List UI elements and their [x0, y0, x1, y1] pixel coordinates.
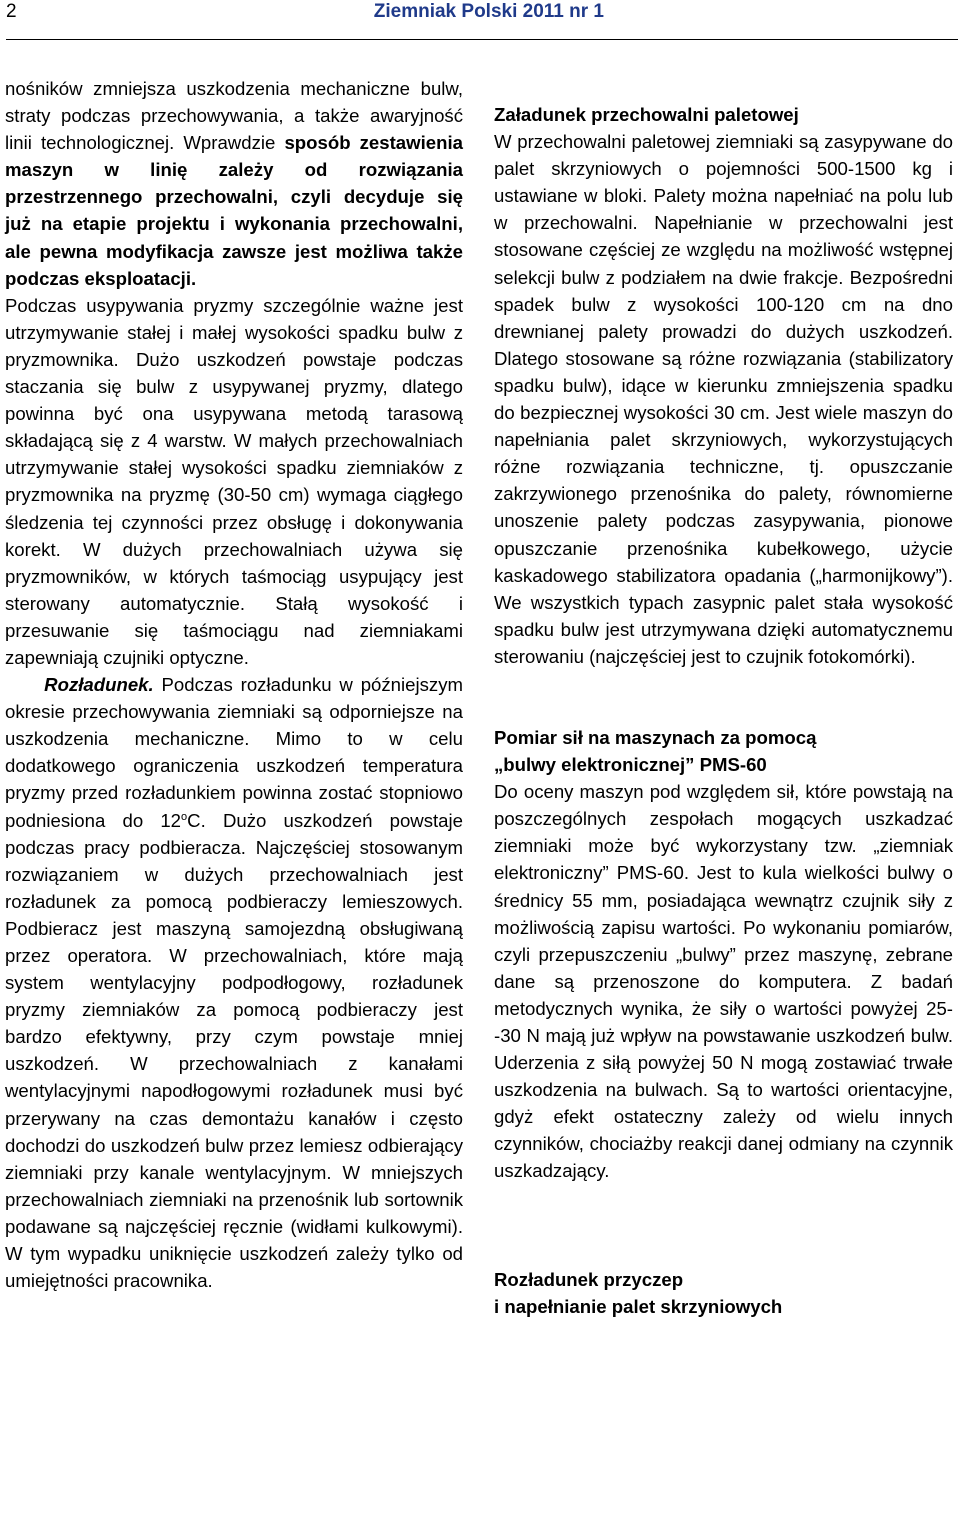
right-column	[494, 101, 953, 1320]
rozladunek-text-a: Podczas rozładunku w późniejszym okresie przechowywania ziemniaki są odporniejsze na uszkodzenia mechaniczne. Mimo to w celu dodatkowego ograniczenia uszkodzeń temperatura pryzmy przed rozładunkiem powinna zostać stopniowo podniesiona do 12	[5, 674, 463, 831]
journal-title: Ziemniak Polski 2011 nr 1	[373, 1, 604, 22]
page-number: 2	[6, 1, 17, 22]
heading-paletowa: Załadunek przechowalni paletowej	[494, 104, 799, 125]
intro-text: nośników zmniejsza uszkodzenia mechaniczne bulw, straty podczas przechowywania, a także awaryjność linii technologicznej. Wprawdzie	[5, 78, 463, 154]
heading-przyczep-line2: i napełnianie palet skrzyniowych	[494, 1295, 783, 1317]
heading-przyczep-line1: Rozładunek przyczep	[494, 1268, 684, 1290]
pms-paragraph: Do oceny maszyn pod względem sił, które powstają na poszczególnych zespołach mogących uszkadzać ziemniaki może być wykorzystany tzw. „ziemniak elektroniczny” PMS-60. Jest to kula wielkości bulwy o średnicy 55 mm, posiadająca wewnątrz czujnik siły z możliwością zapisu wartości. Po wykonaniu pomiarów, czyli przepuszczeniu „bulwy” przez maszynę, zebrane dane są przenoszone do komputera. Z badań metodycznych wynika, że siły o wartości powyżej 25--30 N mają już wpływ na powstawanie uszkodzeń bulw. Uderzenia z siłą powyżej 50 N mogą zostawiać trwałe uszkodzenia na bulwach. Są to wartości orientacyjne, gdyż efekt ostateczny zależy od wielu innych czynników, chociażby reakcji danej odmiany na czynnik uszkadzający.	[494, 781, 953, 1182]
running-header	[0, 0, 960, 40]
pryzma-paragraph: Podczas usypywania pryzmy szczególnie ważne jest utrzymywanie stałej i małej wysokości spadku bulw z pryzmownika. Dużo uszkodzeń powstaje podczas staczania się bulw z usypywanej pryzmy, dlatego powinna być ona usypywana metodą tarasową składającą się z 4 warstw. W małych przechowalniach utrzymywanie stałej wysokości spadku ziemniaków z pryzmownika na pryzmę (30-50 cm) wymaga ciągłego śledzenia tej czynności przez obsługę i dokonywania korekt. W dużych przechowalniach używa się pryzmowników, w których taśmociąg usypujący jest sterowany automatycznie. Stałą wysokość i przesuwanie się taśmociągu nad ziemniakami zapewniają czujniki optyczne.	[5, 294, 463, 668]
rozladunek-paragraph	[5, 671, 463, 1294]
section-spacer	[494, 670, 953, 724]
section-spacer	[494, 1185, 953, 1266]
rozladunek-label: Rozładunek.	[44, 674, 154, 696]
heading-pms-line1: Pomiar sił na maszynach za pomocą	[494, 726, 817, 748]
heading-pms-line2: „bulwy elektronicznej” PMS-60	[494, 754, 767, 776]
left-column	[5, 75, 463, 1294]
degree-sign: o	[181, 810, 188, 823]
paletowa-paragraph: W przechowalni paletowej ziemniaki są zasypywane do palet skrzyniowych o pojemności 500-1500 kg i ustawiane w bloki. Palety można napełniać na polu lub w przechowalni. Napełnianie w przechowalni jest stosowane częściej ze względu na możliwość wstępnej selekcji bulw z podziałem na dwie frakcje. Bezpośredni spadek bulw z wysokości 100-120 cm na dno drewnianej palety prowadzi do dużych uszkodzeń. Dlatego stosowane są różne rozwiązania (stabilizatory spadku bulw), idące w kierunku zmniejszenia spadku do bezpiecznej wysokości 30 cm. Jest wiele maszyn do napełniania palet skrzyniowych, wykorzystujących różne rozwiązania techniczne, tj. opuszczanie zakrzywionego przenośnika do palety, równomierne unoszenie palety podczas zasypywania, pionowe opuszczanie przenośnika kubełkowego, użycie kaskadowego stabilizatora opadania („harmonijkowy”). We wszystkich typach zasypnic palet stała wysokość spadku bulw jest utrzymywana dzięki automatycznemu sterowaniu (najczęściej jest to czujnik fotokomórki).	[494, 131, 953, 667]
intro-bold-text: sposób zestawienia maszyn w linię zależy od rozwiązania przestrzennego przechowalni, czyli decyduje się już na etapie projektu i wykonania przechowalni, ale pewna modyfikacja zawsze jest możliwa także podczas eksploatacji.	[5, 132, 463, 289]
header-divider	[6, 39, 958, 40]
intro-paragraph	[5, 75, 463, 292]
rozladunek-text-b: C. Dużo uszkodzeń powstaje podczas pracy podbieracza. Najczęściej stosowanym rozwiązaniem w dużych przechowalniach jest rozładunek za pomocą podbieraczy lemieszowych. Podbieracz jest maszyną samojezdną obsługiwaną przez operatora. W przechowalniach, które mają system wentylacyjny podpodłogowy, rozładunek pryzmy ziemniaków za pomocą podbieraczy jest bardzo efektywny, przy czym powstaje mniej uszkodzeń. W przechowalniach z kanałami wentylacyjnymi napodłogowymi rozładunek musi być przerywany na czas demontażu kanałów i często dochodzi do uszkodzeń bulw przez lemiesz odbierający ziemniaki przy kanale wentylacyjnym. W mniejszych przechowalniach ziemniaki na przenośnik lub sortownik podawane są najczęściej ręcznie (widłami kulkowymi). W tym wypadku uniknięcie uszkodzeń zależy tylko od umiejętności pracownika.	[5, 809, 463, 1292]
